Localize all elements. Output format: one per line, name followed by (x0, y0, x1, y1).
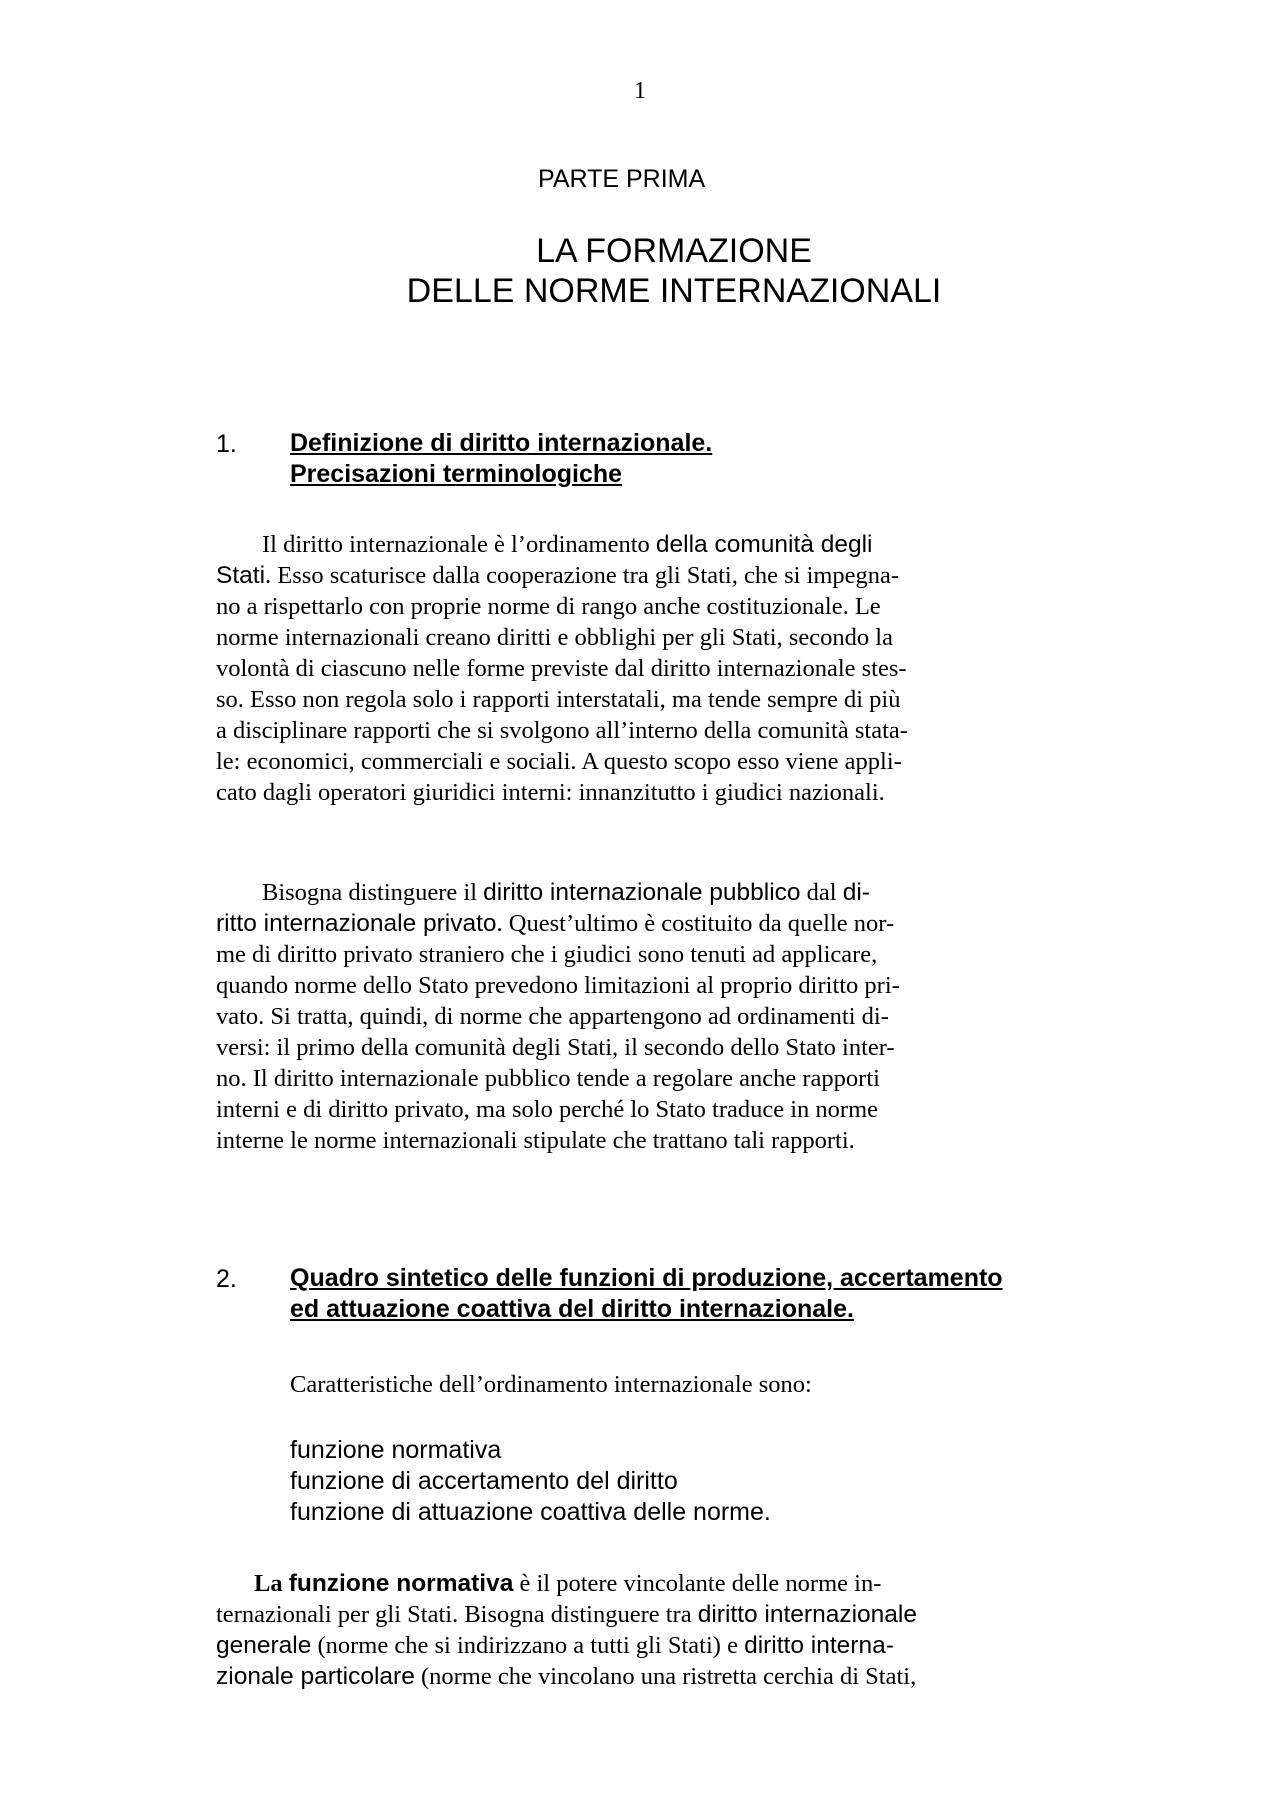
text-line: quando norme dello Stato prevedono limitazioni al proprio diritto pri- (216, 972, 900, 999)
text-line: a disciplinare rapporti che si svolgono all’interno della comunità stata- (216, 717, 908, 744)
text-line: vato. Si tratta, quindi, di norme che appartengono ad ordinamenti di- (216, 1003, 889, 1030)
text-run: Il diritto internazionale è l’ordinamento (262, 531, 656, 558)
text-line: volontà di ciascuno nelle forme previste dal diritto internazionale stes- (216, 655, 907, 682)
functions-list (290, 1435, 771, 1528)
main-title (0, 231, 1280, 311)
list-item: funzione di attuazione coattiva delle norme. (290, 1498, 771, 1526)
text-line: no a rispettarlo con proprie norme di rango anche costituzionale. Le (216, 593, 881, 620)
text-run: (norme che vincolano una ristretta cerchia di Stati, (414, 1663, 917, 1690)
section-2-title-line-2: ed attuazione coattiva del diritto internazionale. (290, 1295, 854, 1323)
text-run: ternazionali per gli Stati. Bisogna distinguere tra (216, 1601, 698, 1628)
text-run: funzione normativa (288, 1570, 514, 1597)
text-run: Bisogna distinguere il (262, 879, 484, 906)
text-line: interne le norme internazionali stipulate che trattano tali rapporti. (216, 1127, 855, 1154)
paragraph-1 (216, 529, 976, 808)
text-line: versi: il primo della comunità degli Stati, il secondo dello Stato inter- (216, 1034, 895, 1061)
main-title-line-1: LA FORMAZIONE (536, 232, 812, 270)
text-run: della comunità degli (655, 531, 873, 558)
section-1-heading (290, 428, 712, 490)
text-run: di- (842, 879, 870, 906)
text-run: ritto internazionale privato (216, 910, 497, 937)
text-line: interni e di diritto privato, ma solo perché lo Stato traduce in norme (216, 1096, 879, 1123)
list-item: funzione normativa (290, 1436, 502, 1464)
section-1-title-line-2: Precisazioni terminologiche (290, 460, 623, 488)
section-2-heading (290, 1263, 1003, 1325)
text-run: è il potere vincolante delle norme in- (513, 1570, 882, 1597)
text-run: . Esso scaturisce dalla cooperazione tra gli Stati, che si impegna- (265, 562, 900, 589)
text-run: diritto internazionale pubblico (483, 879, 801, 906)
text-line: le: economici, commerciali e sociali. A questo scopo esso viene appli- (216, 748, 902, 775)
paragraph-3 (216, 1568, 976, 1692)
text-run: . Quest’ultimo è costituito da quelle nor- (496, 910, 895, 937)
section-1-number: 1. (216, 430, 237, 458)
text-run: (norme che si indirizzano a tutti gli Stati) e (311, 1632, 745, 1659)
text-run: generale (216, 1632, 312, 1659)
main-title-line-2: DELLE NORME INTERNAZIONALI (406, 272, 942, 310)
part-title: PARTE PRIMA (538, 165, 706, 193)
text-run: La (254, 1570, 289, 1597)
text-run: diritto interna- (744, 1632, 894, 1659)
text-run: diritto internazionale (697, 1601, 917, 1628)
text-line: me di diritto privato straniero che i giudici sono tenuti ad applicare, (216, 941, 878, 968)
text-line: so. Esso non regola solo i rapporti interstatali, ma tende sempre di più (216, 686, 901, 713)
text-line: norme internazionali creano diritti e obblighi per gli Stati, secondo la (216, 624, 893, 651)
text-run: zionale particolare (216, 1663, 415, 1690)
text-run: Stati (216, 562, 266, 589)
section-2-number: 2. (216, 1265, 237, 1293)
section-1-title-line-1: Definizione di diritto internazionale. (290, 429, 713, 457)
section-2-intro: Caratteristiche dell’ordinamento internazionale sono: (290, 1371, 812, 1398)
section-2-title-line-1: Quadro sintetico delle funzioni di produzione, accertamento (290, 1264, 1003, 1292)
page-number: 1 (634, 78, 646, 104)
text-run: dal (800, 879, 843, 906)
list-item: funzione di accertamento del diritto (290, 1467, 678, 1495)
text-line: no. Il diritto internazionale pubblico tende a regolare anche rapporti (216, 1065, 880, 1092)
text-line: cato dagli operatori giuridici interni: innanzitutto i giudici nazionali. (216, 779, 885, 806)
paragraph-2 (216, 877, 976, 1156)
